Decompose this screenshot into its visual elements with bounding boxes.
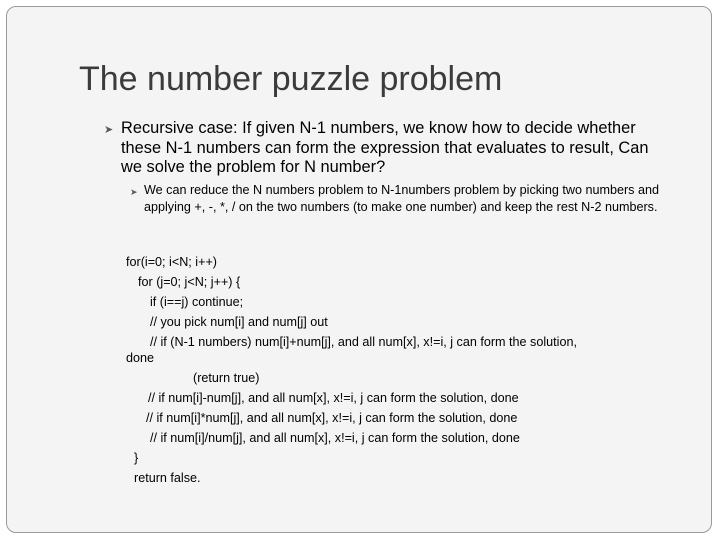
code-line: for (j=0; j<N; j++) { (138, 275, 241, 289)
code-line: return false. (134, 471, 201, 485)
code-line: for(i=0; i<N; i++) (126, 255, 217, 269)
code-line: if (i==j) continue; (150, 295, 244, 309)
bullet-text: Recursive case: If given N-1 numbers, we know how to decide whether these N-1 numbers can form the expression that evaluates to result, Can we solve the problem for N number? (121, 119, 649, 176)
code-line: // if (N-1 numbers) num[i]+num[j], and all num[x], x!=i, j can form the solution, (150, 335, 577, 349)
code-line: // if num[i]-num[j], and all num[x], x!=i, j can form the solution, done (148, 391, 519, 405)
slide-title: The number puzzle problem (79, 60, 503, 98)
leaf-arrow-icon: ➤ (104, 124, 114, 136)
code-line: // if num[i]/num[j], and all num[x], x!=i, j can form the solution, done (150, 431, 520, 445)
sub-bullet-text: We can reduce the N numbers problem to N-1numbers problem by picking two numbers and applying +, -, *, / on the two numbers (to make one number) and keep the rest N-2 numbers. (144, 183, 659, 214)
code-line: // if num[i]*num[j], and all num[x], x!=i, j can form the solution, done (146, 411, 518, 425)
leaf-arrow-icon: ➤ (130, 187, 138, 197)
code-line: } (134, 451, 139, 465)
code-line: // you pick num[i] and num[j] out (150, 315, 328, 329)
code-line: done (126, 351, 155, 365)
code-line: (return true) (193, 371, 260, 385)
